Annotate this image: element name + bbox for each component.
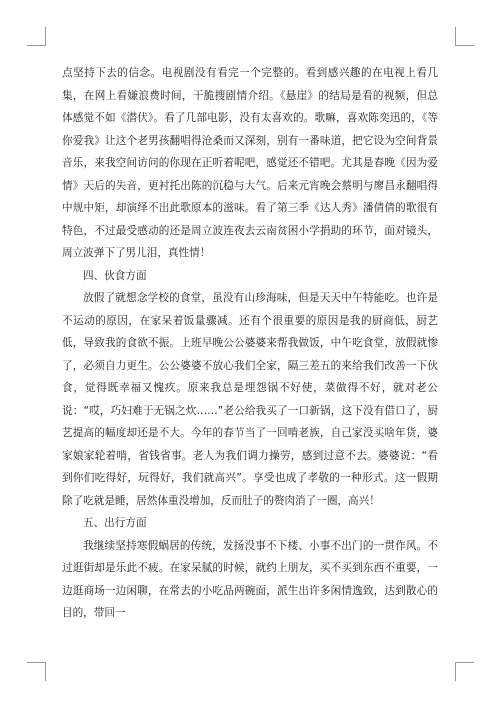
- crop-mark-top-right: [455, 27, 474, 46]
- paragraph-continued: 点坚持下去的信念。电视剧没有看完一个完整的。看到感兴趣的在电视上看几集，在网上看嫌浪费时间，干脆搜剧情介绍。《悬崖》的结局是看的视频，但总体感觉不如《潜伏》。看了几部电影，没有太喜欢的。歌嘛，喜欢陈奕迅的，《等你爱我》让这个老男孩翻唱得沧桑而又深刻，别有一番味道，把它设为空间背景音乐，来我空间访问的你现在正听着呢吧，感觉还不错吧。尤其是春晚《因为爱情》天后的失音，更衬托出陈的沉稳与大气。后来元宵晚会蔡明与廖昌永翻唱得中规中矩，却演绎不出此歌原本的滋味。看了第三季《达人秀》潘倩倩的歌很有特色，不过最受感动的还是周立波连夜去云南贫困小学捐助的环节，面对镜头，周立波弹下了男儿泪，真性情！: [62, 67, 438, 259]
- paragraph-travel: 我继续坚持寒假蜗居的传统，发扬没事不下楼、小事不出门的一贯作风。不过逛街却是乐此不疲。在家呆腻的时候，就约上朋友，买不买到东西不重要，一边逛商场一边闲聊，在常去的小吃品两碗面，派生出许多闲情逸致，达到散心的目的，带回一: [62, 539, 438, 619]
- paragraph-food: 放假了就想念学校的食堂，虽没有山珍海味，但是天天中午特能吃。也许是不运动的原因，在家呆着饭量骤减。还有个很重要的原因是我的厨商低，厨艺低，导致我的食欲不振。上班早晚公公婆婆来帮我做饭，中午吃食堂，放假就惨了，必须自力更生。公公婆婆不放心我们全家，隔三差五的来给我们改善一下伙食，觉得既幸福又愧疚。原来我总是埋怨锅不好使，菜做得不好，就对老公说：“哎，巧妇难于无锅之炊……”老公给我买了一口新锅，这下没有借口了，厨艺提高的幅度却还是不大。今年的春节当了一回啃老族，自己家没买啥年货，婆家娘家轮着啃，省钱省事。老人为我们调力操劳，感到过意不去。婆婆说：“看到你们吃得好，玩得好，我们就高兴”。享受也成了孝敬的一种形式。这一假期除了吃就是睡，居然体重没增加，反而肚子的赘肉消了一圈，高兴！: [62, 292, 438, 507]
- crop-mark-bottom-right: [455, 662, 474, 681]
- document-body: [62, 62, 438, 625]
- crop-mark-top-left: [27, 27, 46, 46]
- section-heading-travel: 五、出行方面: [83, 517, 147, 529]
- section-heading-food: 四、伙食方面: [83, 269, 147, 282]
- crop-mark-bottom-left: [27, 662, 46, 681]
